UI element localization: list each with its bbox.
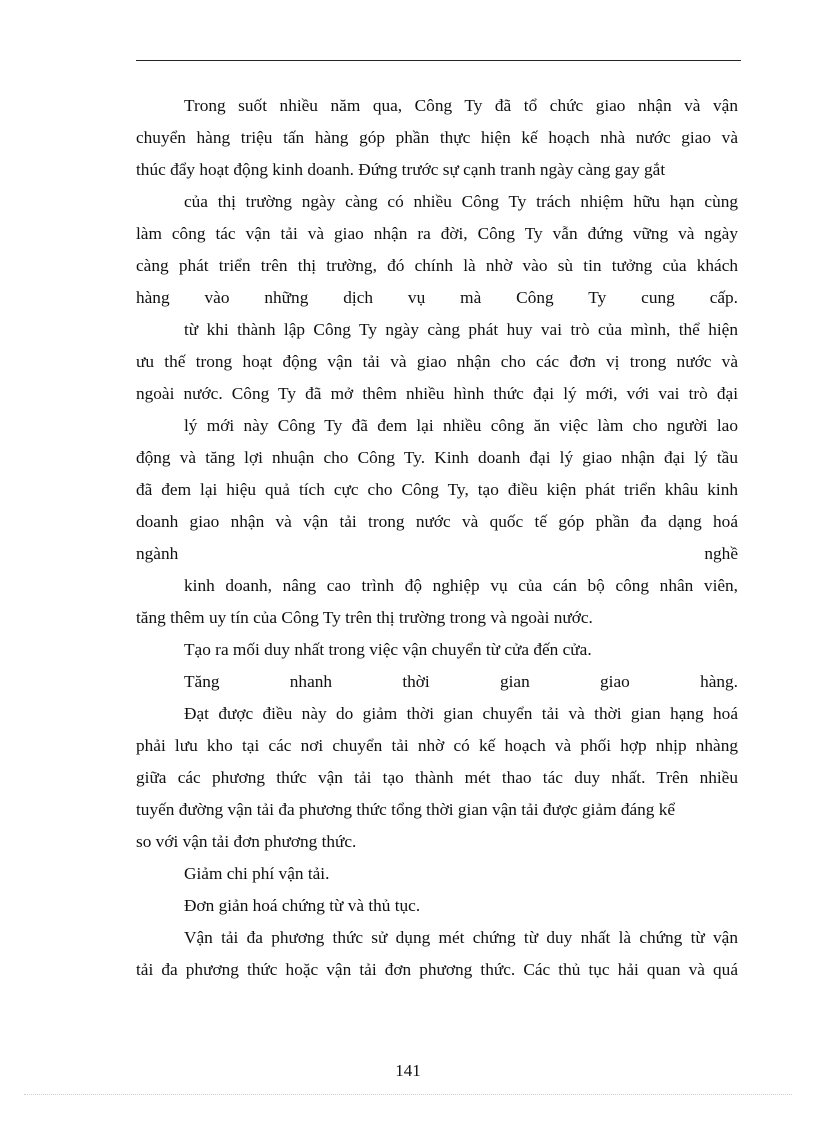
page-number: 141 — [395, 1061, 421, 1080]
text-line: của thị trường ngày càng có nhiều Công Ty trách nhiệm hữu hạn cùng — [184, 192, 738, 211]
text-line: Đơn giản hoá chứng từ và thủ tục. — [184, 896, 421, 915]
text-line: đã đem lại hiệu quả tích cực cho Công Ty, tạo điều kiện phát triển khâu kinh — [136, 480, 738, 499]
text-line: so với vận tải đơn phương thức. — [136, 832, 357, 851]
text-line: Tăng nhanh thời gian giao hàng. — [184, 672, 738, 691]
text-line: ngoài nước. Công Ty đã mở thêm nhiều hình thức đại lý mới, với vai trò đại — [136, 384, 738, 403]
text-line: từ khi thành lập Công Ty ngày càng phát huy vai trò của mình, thể hiện — [184, 320, 738, 339]
text-line: lý mới này Công Ty đã đem lại nhiều công ăn việc làm cho người lao — [184, 416, 738, 435]
text-line: Giảm chi phí vận tải. — [184, 864, 330, 883]
text-line: hàng vào những dịch vụ mà Công Ty cung cấp. — [136, 288, 738, 307]
text-line: ưu thế trong hoạt động vận tải và giao nhận cho các đơn vị trong nước và — [136, 352, 738, 371]
footer-divider — [24, 1094, 792, 1095]
text-line: Vận tải đa phương thức sử dụng mét chứng từ duy nhất là chứng từ vận — [184, 928, 738, 947]
text-line: Tạo ra mối duy nhất trong việc vận chuyển từ cửa đến cửa. — [184, 640, 592, 659]
body-text — [136, 90, 738, 986]
text-line: ngành nghề — [136, 544, 738, 563]
text-line: tuyến đường vận tải đa phương thức tổng thời gian vận tải được giảm đáng kể — [136, 800, 676, 819]
text-line: tải đa phương thức hoặc vận tải đơn phương thức. Các thủ tục hải quan và quá — [136, 960, 738, 979]
text-line: tăng thêm uy tín của Công Ty trên thị trường trong và ngoài nước. — [136, 608, 593, 627]
text-line: động và tăng lợi nhuận cho Công Ty. Kinh doanh đại lý giao nhận đại lý tầu — [136, 448, 738, 467]
text-line: Đạt được điều này do giảm thời gian chuyển tải và thời gian hạng hoá — [184, 704, 738, 723]
text-line: phải lưu kho tại các nơi chuyển tải nhờ có kế hoạch và phối hợp nhịp nhàng — [136, 736, 738, 755]
text-line: làm công tác vận tải và giao nhận ra đời, Công Ty vẫn đứng vững và ngày — [136, 224, 738, 243]
text-line: doanh giao nhận và vận tải trong nước và quốc tế góp phần đa dạng hoá — [136, 512, 738, 531]
text-line: giữa các phương thức vận tải tạo thành mét thao tác duy nhất. Trên nhiều — [136, 768, 738, 787]
text-line: thúc đẩy hoạt động kinh doanh. Đứng trước sự cạnh tranh ngày càng gay gắt — [136, 160, 666, 179]
text-line: chuyển hàng triệu tấn hàng góp phần thực hiện kế hoạch nhà nước giao và — [136, 128, 738, 147]
text-line: càng phát triển trên thị trường, đó chính là nhờ vào sù tin tưởng của khách — [136, 256, 738, 275]
text-line: Trong suốt nhiều năm qua, Công Ty đã tổ chức giao nhận và vận — [184, 96, 738, 115]
header-rule — [136, 60, 741, 61]
text-line: kinh doanh, nâng cao trình độ nghiệp vụ của cán bộ công nhân viên, — [184, 576, 738, 595]
